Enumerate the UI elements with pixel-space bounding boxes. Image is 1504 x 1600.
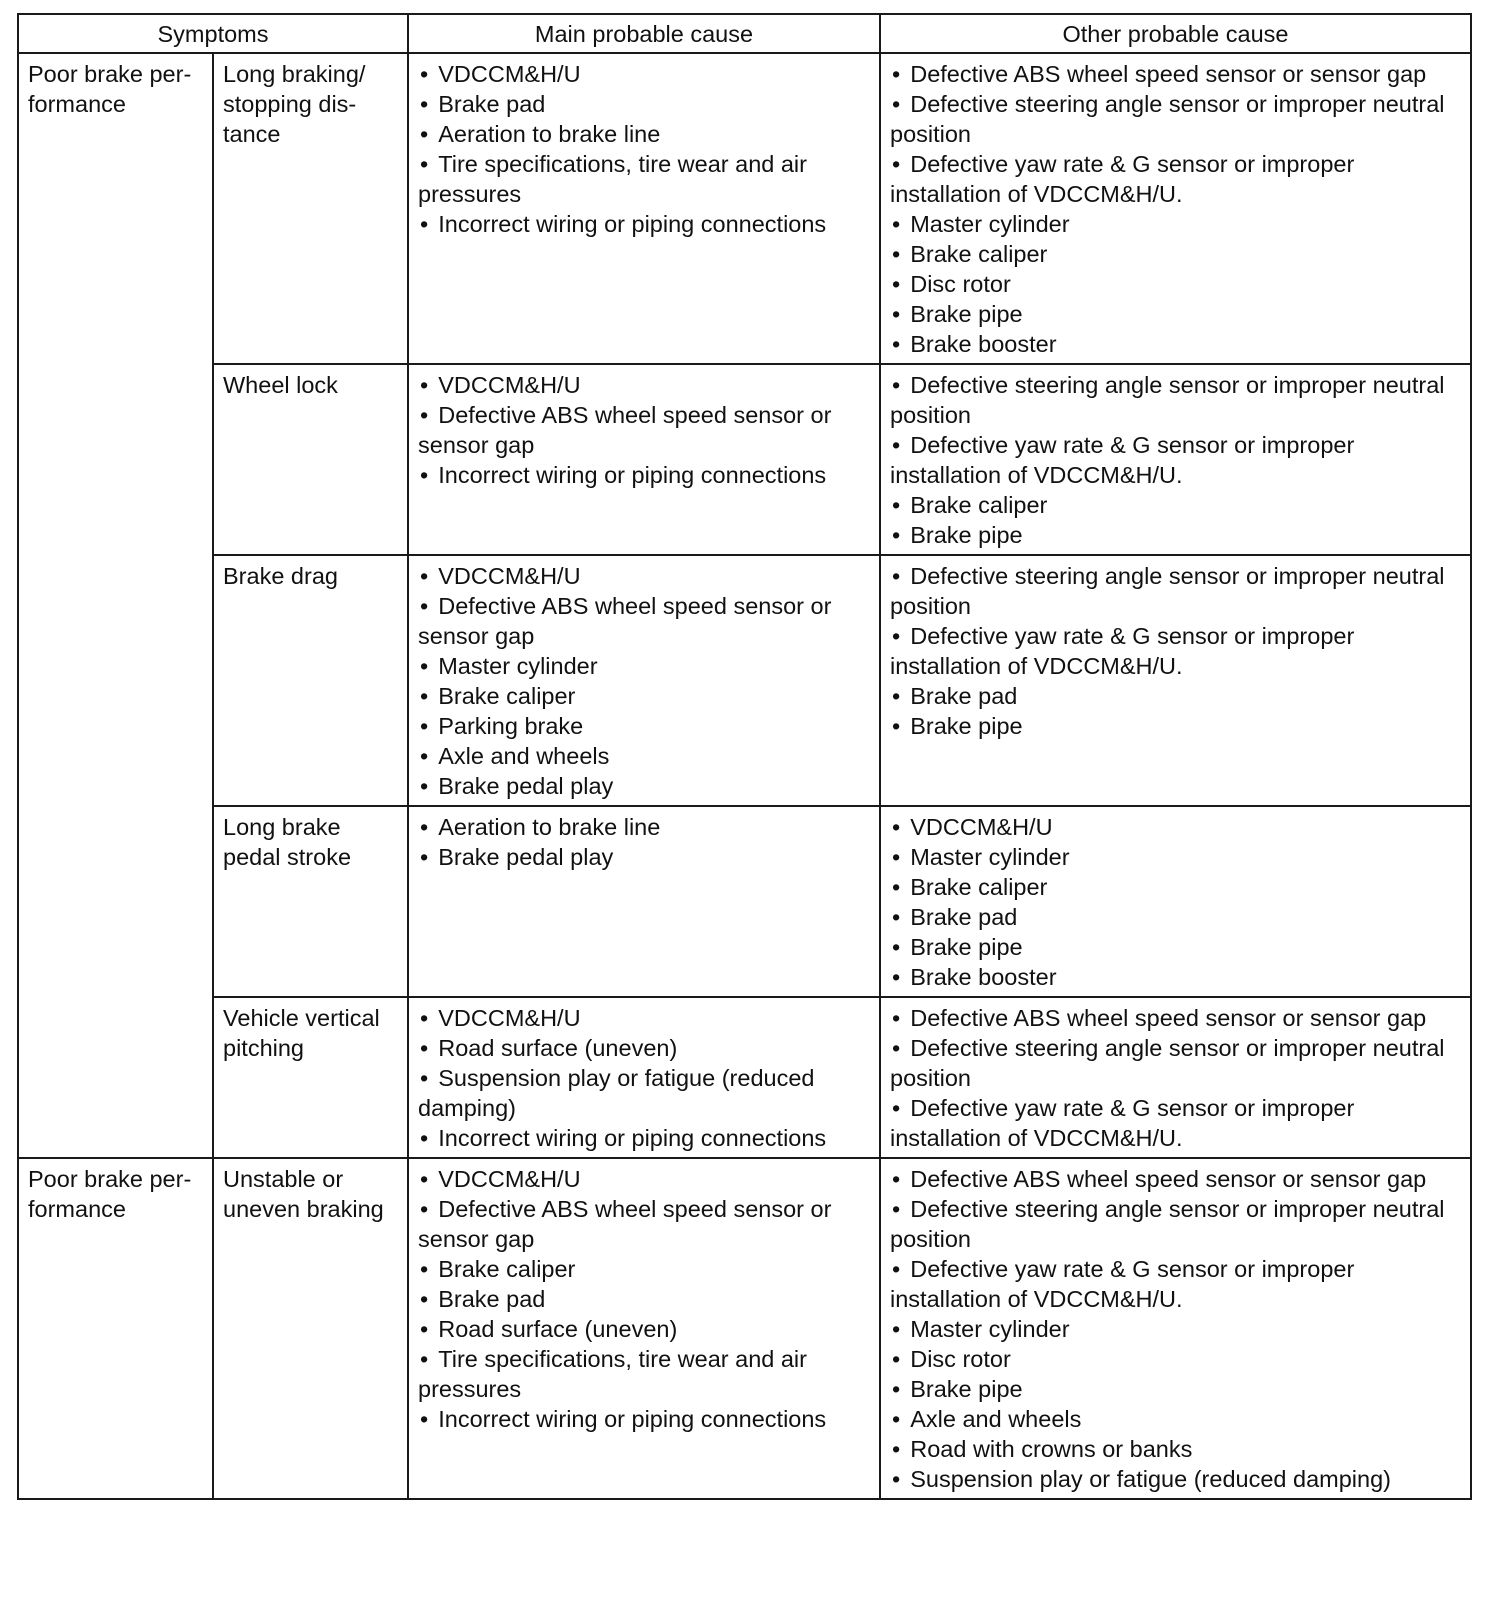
cause-item: • VDCCM&H/U — [890, 812, 1461, 842]
cause-item: • Brake pipe — [890, 711, 1461, 741]
main-cause-cell — [408, 53, 880, 364]
table-row — [18, 53, 1471, 364]
cause-item: • Brake caliper — [418, 1254, 870, 1284]
header-symptoms: Symptoms — [18, 14, 408, 53]
cause-item: • Brake pipe — [890, 299, 1461, 329]
table-row — [18, 555, 1471, 806]
header-row — [18, 14, 1471, 53]
cause-item: • Tire specifications, tire wear and air pressures — [418, 149, 870, 209]
cause-item: • Road surface (uneven) — [418, 1033, 870, 1063]
symptom-cell: Unstable or uneven braking — [213, 1158, 408, 1499]
cause-item: • Defective steering angle sensor or improper neutral position — [890, 561, 1461, 621]
symptom-cell: Wheel lock — [213, 364, 408, 555]
table-body — [18, 53, 1471, 1499]
other-cause-cell — [880, 1158, 1471, 1499]
cause-item: • Axle and wheels — [890, 1404, 1461, 1434]
symptom-cell: Long brake pedal stroke — [213, 806, 408, 997]
cause-item: • Brake caliper — [890, 490, 1461, 520]
cause-item: • Brake caliper — [890, 872, 1461, 902]
cause-item: • Brake pad — [890, 681, 1461, 711]
cause-item: • Disc rotor — [890, 269, 1461, 299]
diagnosis-table — [17, 13, 1472, 1500]
cause-item: • Incorrect wiring or piping connections — [418, 1123, 870, 1153]
cause-item: • Defective ABS wheel speed sensor or sensor gap — [418, 1194, 870, 1254]
cause-item: • Brake pipe — [890, 932, 1461, 962]
cause-item: • Brake caliper — [890, 239, 1461, 269]
table-row — [18, 364, 1471, 555]
cause-item: • Defective steering angle sensor or improper neutral position — [890, 1194, 1461, 1254]
cause-item: • Defective yaw rate & G sensor or improper installation of VDCCM&H/U. — [890, 1254, 1461, 1314]
cause-item: • Defective yaw rate & G sensor or improper installation of VDCCM&H/U. — [890, 621, 1461, 681]
cause-item: • Parking brake — [418, 711, 870, 741]
table-row — [18, 806, 1471, 997]
cause-item: • Brake pad — [418, 89, 870, 119]
other-cause-cell — [880, 555, 1471, 806]
cause-item: • VDCCM&H/U — [418, 561, 870, 591]
symptom-cell: Brake drag — [213, 555, 408, 806]
cause-item: • Brake pad — [418, 1284, 870, 1314]
main-cause-cell — [408, 997, 880, 1158]
other-cause-cell — [880, 364, 1471, 555]
cause-item: • Road surface (uneven) — [418, 1314, 870, 1344]
cause-item: • Defective ABS wheel speed sensor or sensor gap — [418, 591, 870, 651]
cause-item: • Brake pedal play — [418, 842, 870, 872]
cause-item: • Suspension play or fatigue (reduced damping) — [418, 1063, 870, 1123]
cause-item: • Brake booster — [890, 329, 1461, 359]
cause-item: • Defective steering angle sensor or improper neutral position — [890, 370, 1461, 430]
cause-item: • Defective ABS wheel speed sensor or sensor gap — [890, 59, 1461, 89]
cause-item: • Tire specifications, tire wear and air pressures — [418, 1344, 870, 1404]
cause-item: • Master cylinder — [890, 1314, 1461, 1344]
symptom-category-cell: Poor brake per- formance — [18, 53, 213, 1158]
cause-item: • Defective steering angle sensor or improper neutral position — [890, 1033, 1461, 1093]
cause-item: • VDCCM&H/U — [418, 370, 870, 400]
cause-item: • Suspension play or fatigue (reduced damping) — [890, 1464, 1461, 1494]
cause-item: • Defective ABS wheel speed sensor or sensor gap — [890, 1003, 1461, 1033]
header-other-cause: Other probable cause — [880, 14, 1471, 53]
cause-item: • Axle and wheels — [418, 741, 870, 771]
other-cause-cell — [880, 53, 1471, 364]
main-cause-cell — [408, 1158, 880, 1499]
cause-item: • Master cylinder — [890, 842, 1461, 872]
cause-item: • Brake caliper — [418, 681, 870, 711]
symptom-cell: Long braking/ stopping dis- tance — [213, 53, 408, 364]
cause-item: • Incorrect wiring or piping connections — [418, 460, 870, 490]
cause-item: • VDCCM&H/U — [418, 1164, 870, 1194]
cause-item: • Road with crowns or banks — [890, 1434, 1461, 1464]
cause-item: • Defective yaw rate & G sensor or improper installation of VDCCM&H/U. — [890, 430, 1461, 490]
cause-item: • Brake booster — [890, 962, 1461, 992]
cause-item: • Incorrect wiring or piping connections — [418, 1404, 870, 1434]
symptom-category-cell: Poor brake per- formance — [18, 1158, 213, 1499]
cause-item: • Brake pedal play — [418, 771, 870, 801]
table-row — [18, 997, 1471, 1158]
cause-item: • Brake pad — [890, 902, 1461, 932]
cause-item: • Master cylinder — [890, 209, 1461, 239]
cause-item: • Disc rotor — [890, 1344, 1461, 1374]
main-cause-cell — [408, 806, 880, 997]
cause-item: • Incorrect wiring or piping connections — [418, 209, 870, 239]
cause-item: • Defective ABS wheel speed sensor or sensor gap — [890, 1164, 1461, 1194]
main-cause-cell — [408, 555, 880, 806]
symptom-cell: Vehicle vertical pitching — [213, 997, 408, 1158]
table-row — [18, 1158, 1471, 1499]
other-cause-cell — [880, 806, 1471, 997]
cause-item: • Master cylinder — [418, 651, 870, 681]
cause-item: • Aeration to brake line — [418, 812, 870, 842]
main-cause-cell — [408, 364, 880, 555]
cause-item: • Defective ABS wheel speed sensor or sensor gap — [418, 400, 870, 460]
cause-item: • Aeration to brake line — [418, 119, 870, 149]
cause-item: • VDCCM&H/U — [418, 1003, 870, 1033]
cause-item: • Brake pipe — [890, 1374, 1461, 1404]
cause-item: • Defective yaw rate & G sensor or improper installation of VDCCM&H/U. — [890, 1093, 1461, 1153]
cause-item: • Defective yaw rate & G sensor or improper installation of VDCCM&H/U. — [890, 149, 1461, 209]
other-cause-cell — [880, 997, 1471, 1158]
cause-item: • Brake pipe — [890, 520, 1461, 550]
diagnosis-table-wrapper — [17, 13, 1470, 1500]
cause-item: • Defective steering angle sensor or improper neutral position — [890, 89, 1461, 149]
header-main-cause: Main probable cause — [408, 14, 880, 53]
cause-item: • VDCCM&H/U — [418, 59, 870, 89]
